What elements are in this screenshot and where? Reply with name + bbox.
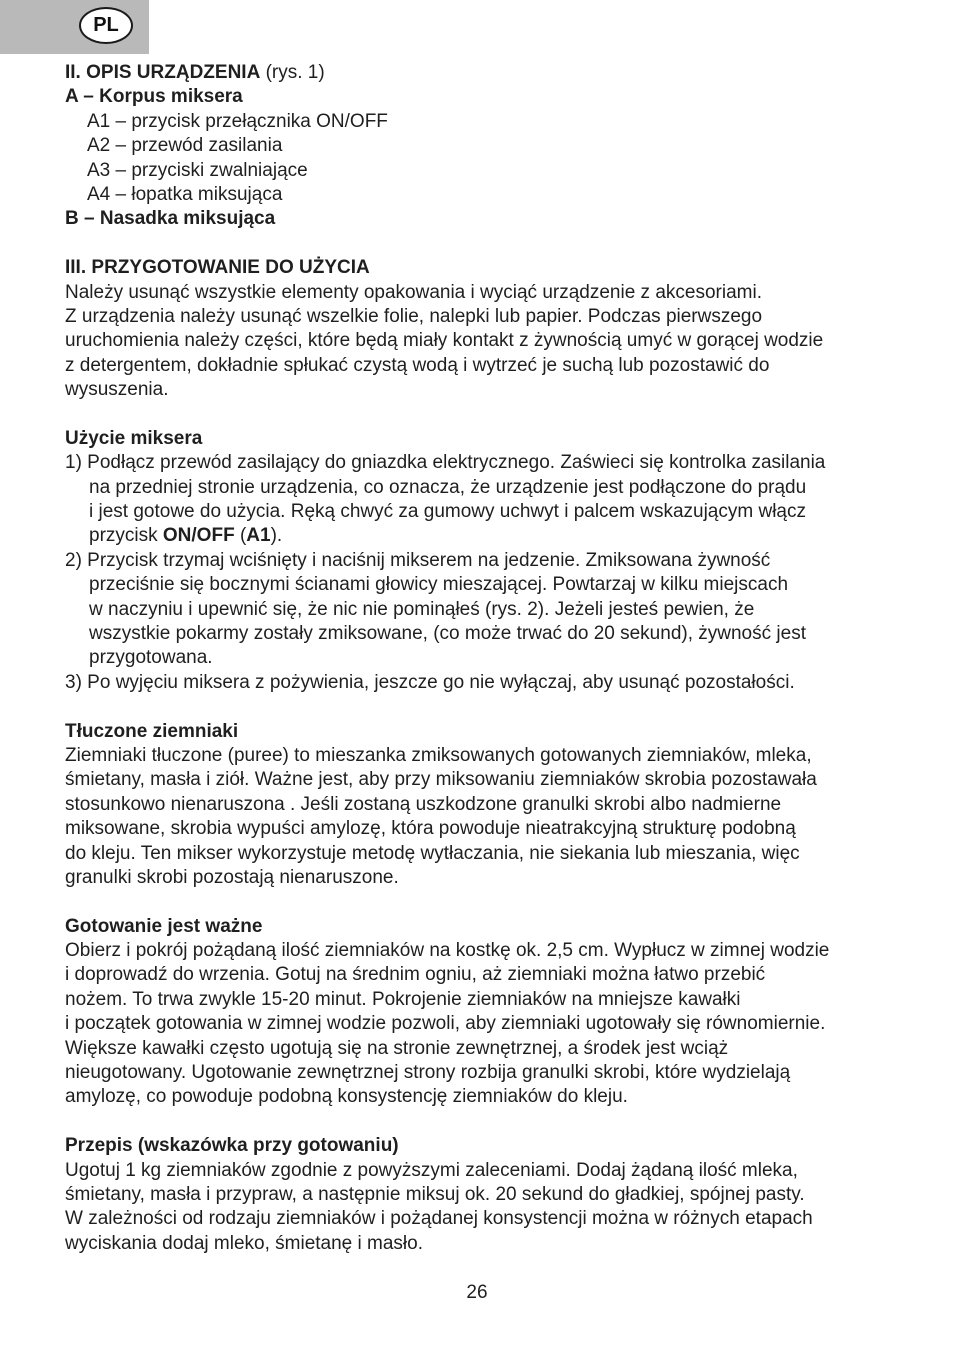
section-2-heading: II. OPIS URZĄDZENIA (rys. 1) [65, 62, 325, 83]
paragraph-line: Obierz i pokrój pożądaną ilość ziemniaków na kostkę ok. 2,5 cm. Wypłucz w zimnej wodzie [65, 940, 830, 962]
step-1-line: i jest gotowe do użycia. Ręką chwyć za gumowy uchwyt i palcem wskazującym włącz [89, 501, 806, 523]
paragraph-line: nieugotowany. Ugotowanie zewnętrznej strony rozbija granulki skrobi, które wydzielają [65, 1062, 791, 1084]
language-tab [0, 0, 149, 54]
paragraph-line: wysuszenia. [65, 379, 169, 401]
part-list-item: A1 – przycisk przełącznika ON/OFF [87, 110, 388, 132]
mashed-heading: Tłuczone ziemniaki [65, 720, 239, 742]
paragraph-line: Należy usunąć wszystkie elementy opakowania i wyciąć urządzenie z akcesoriami. [65, 281, 762, 303]
part-a-heading: A – Korpus miksera [65, 86, 243, 108]
cooking-heading: Gotowanie jest ważne [65, 915, 263, 937]
document-body [65, 61, 895, 1256]
paragraph-line: i doprowadź do wrzenia. Gotuj na średnim ogniu, aż ziemniaki można łatwo przebić [65, 964, 766, 986]
recipe-heading: Przepis (wskazówka przy gotowaniu) [65, 1135, 399, 1157]
paragraph-line: amylozę, co powoduje podobną konsystencję ziemniaków do kleju. [65, 1086, 628, 1108]
paragraph-line: śmietany, masła i ziół. Ważne jest, aby przy miksowaniu ziemniaków skrobia pozostawała [65, 769, 817, 791]
part-list-item: A2 – przewód zasilania [87, 135, 283, 157]
paragraph-line: uruchomienia należy części, które będą miały kontakt z żywnością umyć w gorącej wodzie [65, 330, 824, 352]
paragraph-line: granulki skrobi pozostają nienaruszone. [65, 866, 399, 888]
paragraph-line: i początek gotowania w zimnej wodzie pozwoli, aby ziemniaki ugotowały się równomiernie. [65, 1013, 826, 1035]
paragraph-line: wyciskania dodaj mleko, śmietanę i masło. [65, 1232, 423, 1254]
paragraph-line: miksowane, skrobia wypuści amylozę, która powoduje nieatrakcyjną strukturę podobną [65, 818, 796, 840]
step-2-line: wszystkie pokarmy zostały zmiksowane, (co może trwać do 20 sekund), żywność jest [89, 622, 806, 644]
part-list-item: A4 – łopatka miksująca [87, 183, 283, 205]
paragraph-line: stosunkowo nienaruszona . Jeśli zostaną uszkodzone granulki skrobi albo nadmierne [65, 793, 782, 815]
step-2-line: przygotowana. [89, 647, 213, 669]
paragraph-line: Ziemniaki tłuczone (puree) to mieszanka zmiksowanych gotowanych ziemniaków, mleka, [65, 744, 812, 766]
paragraph-line: nożem. To trwa zwykle 15-20 minut. Pokrojenie ziemniaków na mniejsze kawałki [65, 988, 741, 1010]
usage-heading: Użycie miksera [65, 427, 203, 449]
paragraph-line: do kleju. Ten mikser wykorzystuje metodę wytłaczania, nie siekania lub mieszania, więc [65, 842, 800, 864]
step-2-line: w naczyniu i upewnić się, że nic nie pominąłeś (rys. 2). Jeżeli jesteś pewien, że [89, 598, 755, 620]
part-list-item: A3 – przyciski zwalniające [87, 159, 308, 181]
step-2-line: przeciśnie się bocznymi ścianami głowicy mieszającej. Powtarzaj w kilku miejscach [89, 574, 789, 596]
step-1-line: na przedniej stronie urządzenia, co oznacza, że urządzenie jest podłączone do prądu [89, 476, 807, 498]
paragraph-line: z detergentem, dokładnie spłukać czystą wodą i wytrzeć je suchą lub pozostawić do [65, 354, 770, 376]
paragraph-line: W zależności od rodzaju ziemniaków i pożądanej konsystencji można w różnych etapach [65, 1208, 813, 1230]
step-1-line: przycisk ON/OFF (A1). [89, 525, 283, 547]
paragraph-line: śmietany, masła i przypraw, a następnie miksuj ok. 20 sekund do gładkiej, spójnej pasty. [65, 1183, 805, 1205]
language-badge: PL [79, 7, 133, 44]
step-2-line: 2) Przycisk trzymaj wciśnięty i naciśnij mikserem na jedzenie. Zmiksowana żywność [65, 549, 771, 571]
step-1-line: 1) Podłącz przewód zasilający do gniazdka elektrycznego. Zaświeci się kontrolka zasilania [65, 452, 826, 474]
paragraph-line: Ugotuj 1 kg ziemniaków zgodnie z powyższymi zaleceniami. Dodaj żądaną ilość mleka, [65, 1159, 798, 1181]
paragraph-line: Z urządzenia należy usunąć wszelkie folie, nalepki lub papier. Podczas pierwszego [65, 305, 763, 327]
page-number: 26 [466, 1282, 488, 1303]
section-3-heading: III. PRZYGOTOWANIE DO UŻYCIA [65, 257, 370, 279]
step-3-line: 3) Po wyjęciu miksera z pożywienia, jeszcze go nie wyłączaj, aby usunąć pozostałości. [65, 671, 795, 693]
part-b-heading: B – Nasadka miksująca [65, 208, 276, 230]
paragraph-line: Większe kawałki często ugotują się na stronie zewnętrznej, a środek jest wciąż [65, 1037, 729, 1059]
